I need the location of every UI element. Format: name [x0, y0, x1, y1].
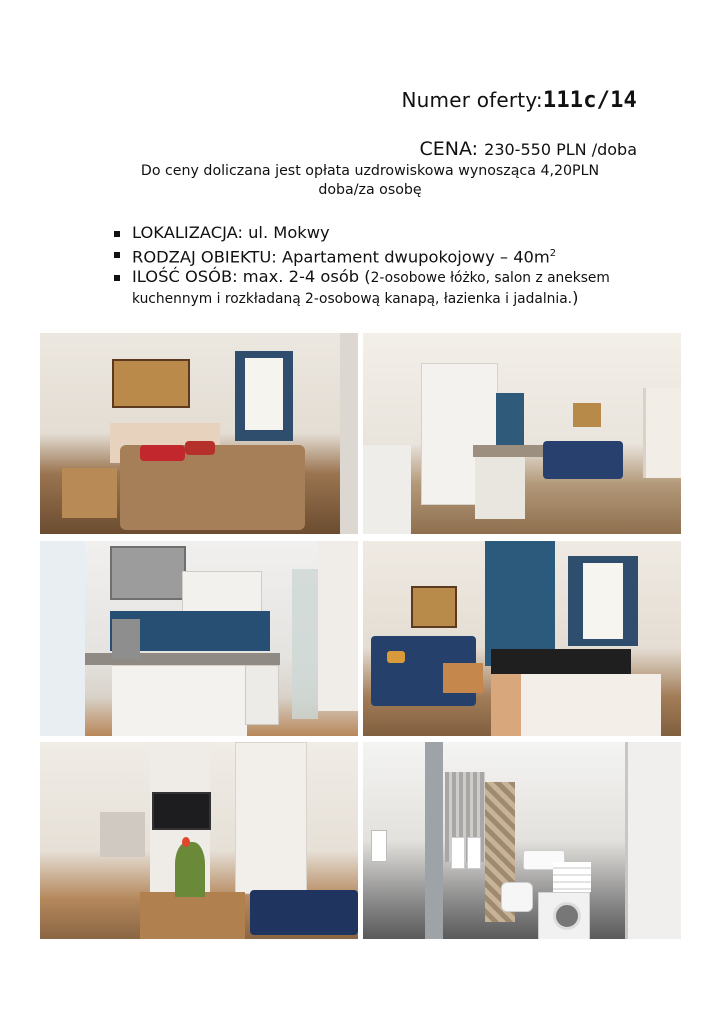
photo-kitchenette — [40, 541, 358, 736]
offer-number: 111c/14 — [542, 88, 637, 113]
spa-fee-note — [100, 162, 640, 200]
property-facts-list — [112, 223, 632, 309]
fact-location-text: LOKALIZACJA: ul. Mokwy — [132, 223, 330, 242]
price-label: CENA: — [419, 138, 479, 160]
photo-kitchen-living-room — [363, 333, 681, 534]
price-value: 230-550 PLN /doba — [484, 140, 637, 159]
offer-label: Numer oferty: — [401, 88, 543, 112]
photo-dining-tv-area — [40, 742, 358, 939]
fact-persons-text: ILOŚĆ OSÓB: max. 2-4 osób ( — [132, 267, 371, 287]
fact-type-text: RODZAJ OBIEKTU: Apartament dwupokojowy – 40m — [132, 246, 550, 266]
photo-bedroom — [40, 333, 358, 534]
fact-persons-close: ) — [572, 288, 579, 308]
fact-type — [112, 244, 632, 268]
spa-fee-note-line2: doba/za osobę — [318, 182, 422, 198]
photo-living-room-island — [363, 541, 681, 736]
photo-bathroom — [363, 742, 681, 939]
spa-fee-note-line1: Do ceny doliczana jest opłata uzdrowiskowa wynosząca 4,20PLN — [140, 163, 600, 179]
area-superscript: 2 — [549, 247, 557, 259]
fact-location — [112, 223, 632, 244]
price-line — [420, 138, 637, 160]
fact-persons-detail: 2-osobowe łóżko, salon z aneksem kuchennym i rozkładaną 2-osobową kanapą, łazienka i jadalnia. — [132, 270, 610, 308]
offer-number-line — [402, 88, 638, 113]
fact-persons — [112, 267, 632, 309]
